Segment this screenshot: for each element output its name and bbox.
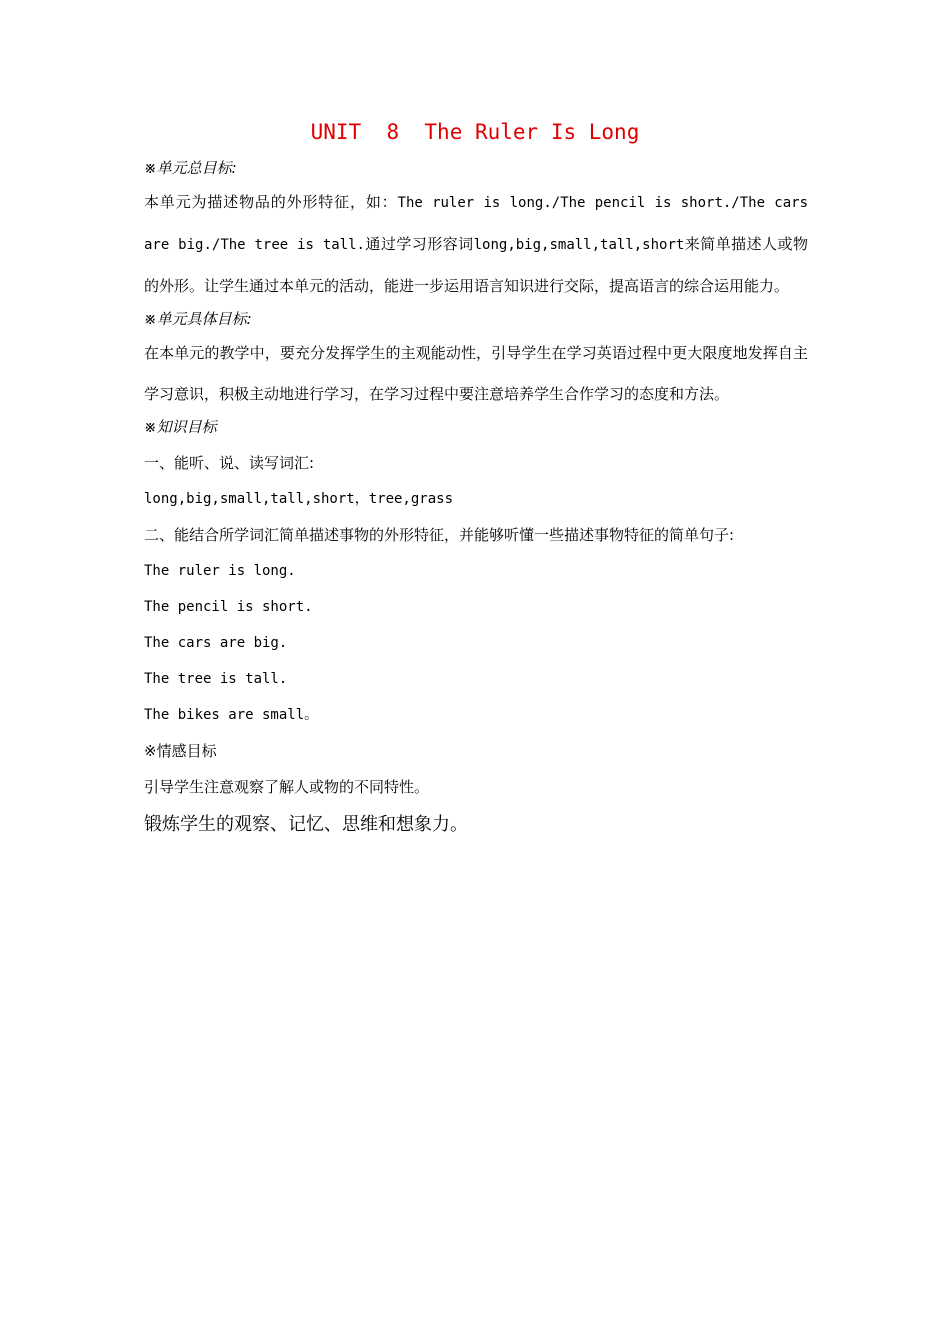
overall-goal-text-3: 通过学习形容词 xyxy=(364,235,474,253)
sentence-3: The cars are big. xyxy=(144,635,288,651)
overall-goal-text-1: 本单元为描述物品的外形特征，如： xyxy=(144,193,398,211)
sentence-2: The pencil is short. xyxy=(144,599,313,615)
emotion-text-1: 引导学生注意观察了解人或物的不同特性。 xyxy=(144,778,430,796)
overall-goal-heading: ※单元总目标: xyxy=(144,159,237,177)
sentence-4: The tree is tall. xyxy=(144,671,288,687)
overall-goal-text-5: 来简单描述人或物的外形。让学生通过本单元的活动，能进一步运用语言知识进行交际，提高语言的综合运用能力。 xyxy=(144,235,808,295)
specific-goal-paragraph: 在本单元的教学中，要充分发挥学生的主观能动性，引导学生在学习英语过程中更大限度地发挥自主学习意识，积极主动地进行学习，在学习过程中要注意培养学生合作学习的态度和方法。 xyxy=(144,344,808,403)
knowledge-goal-heading: ※知识目标 xyxy=(144,418,217,436)
knowledge-item-1: 一、能听、说、读写词汇: xyxy=(144,454,315,472)
overall-goal-adjectives: long,big,small,tall,short xyxy=(473,237,685,253)
emotion-goal-heading: ※情感目标 xyxy=(144,742,217,760)
knowledge-item-2: 二、能结合所学词汇简单描述事物的外形特征，并能够听懂一些描述事物特征的简单句子: xyxy=(144,526,735,544)
document-body xyxy=(144,150,808,845)
sentence-1: The ruler is long. xyxy=(144,563,296,579)
vocab-list: long,big,small,tall,short，tree,grass xyxy=(144,491,454,507)
document-title: UNIT 8 The Ruler Is Long xyxy=(310,120,640,144)
overall-goal-examples: The ruler is long./The pencil is short./The cars are big./The tree is tall. xyxy=(144,195,808,253)
emotion-text-2: 锻炼学生的观察、记忆、思维和想象力。 xyxy=(144,814,468,835)
sentence-5: The bikes are small。 xyxy=(144,707,319,723)
overall-goal-paragraph xyxy=(144,182,808,307)
specific-goal-heading: ※单元具体目标: xyxy=(144,310,252,328)
